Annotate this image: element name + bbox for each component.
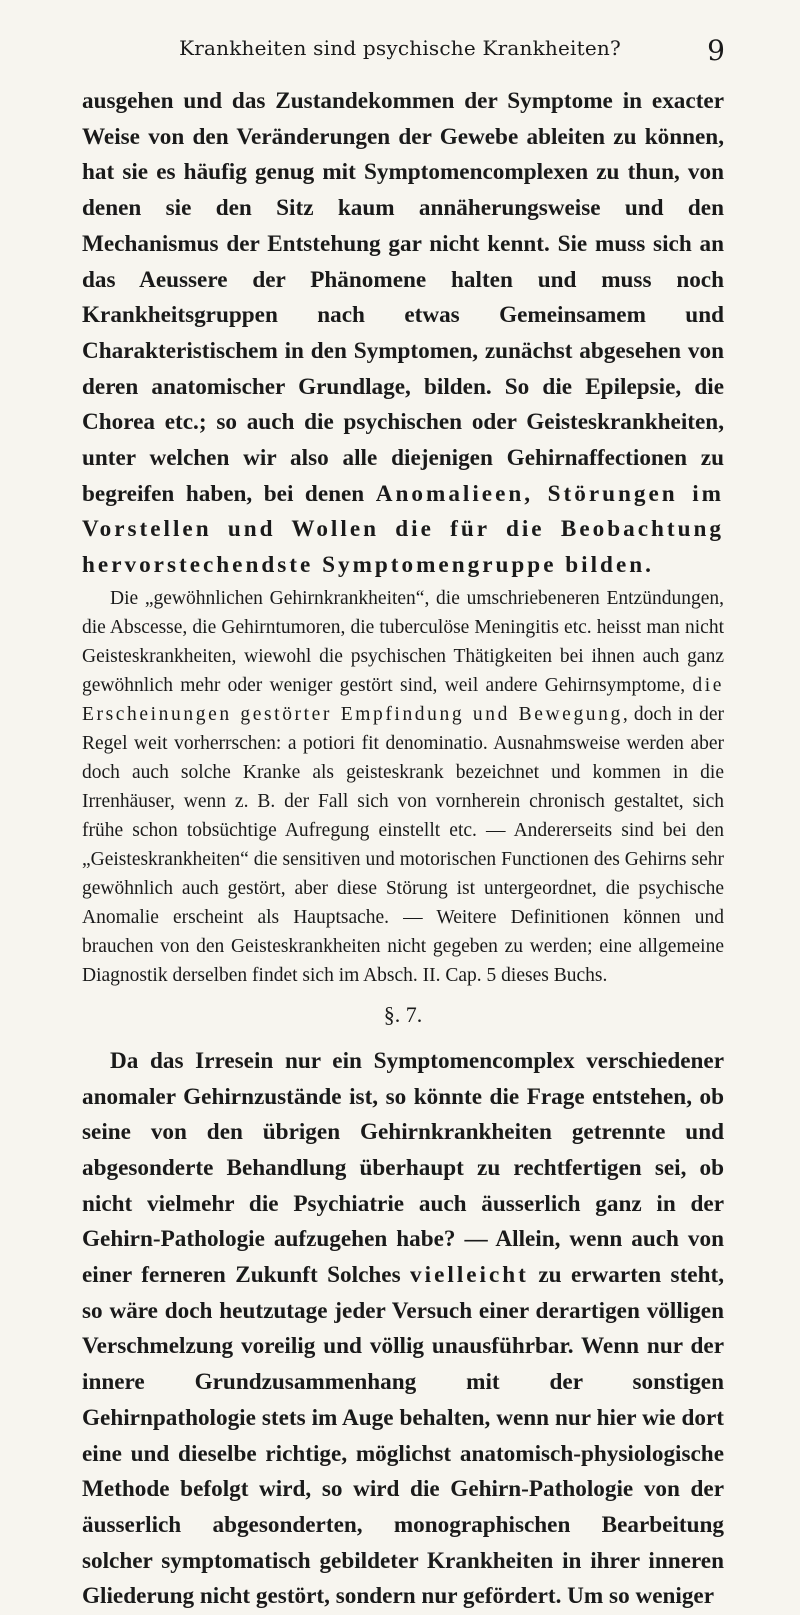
page-number: 9 bbox=[707, 34, 725, 67]
paragraph-2-emphasis: vielleicht bbox=[410, 1262, 529, 1289]
running-header bbox=[0, 36, 800, 76]
note-emphasis: die Erscheinungen gestörter Empfindung und Bewegung bbox=[82, 674, 724, 725]
paragraph-2-text-1: Da das Irresein nur ein Symptomencomplex verschiedener anomaler Gehirnzustände ist, so könnte die Frage entstehen, ob seine von den übrigen Gehirnkrankheiten getrennte und abgesonderte Behandlung überhaupt zu rechtfertigen sei, ob nicht vielmehr die Psychiatrie auch äusserlich ganz in der Gehirn-Pathologie aufzugehen habe? — Allein, wenn auch von einer ferneren Zukunft Solches bbox=[82, 1047, 724, 1289]
paragraph-1-emphasis: Anomalieen, Störungen im Vorstellen und Wollen die für die Beobachtung hervorstechendste Symptomengruppe bilden. bbox=[82, 480, 724, 579]
running-title: Krankheiten sind psychische Krankheiten? bbox=[179, 36, 621, 60]
paragraph-2-text-2: zu erwarten steht, so wäre doch heutzutage jeder Versuch einer derartigen völligen Verschmelzung voreilig und völlig unausführbar. Wenn nur der innere Grundzusammenhang mit der sonstigen Gehirnpathologie stets im Auge behalten, wenn nur hier wie dort eine und dieselbe richtige, möglichst anatomisch-physiologische Methode befolgt wird, so wird die Gehirn-Pathologie von der äusserlich abgesonderten, monographischen Bearbeitung solcher symptomatisch gebildeter Krankheiten in ihrer inneren Gliederung nicht gestört, sondern nur gefördert. Um so weniger bbox=[82, 1262, 724, 1610]
note-text-2: , doch in der Regel weit vorherrschen: a potiori fit denominatio. Ausnahmsweise werden aber doch auch solche Kranke als geisteskrank bezeichnet und kommen in die Irrenhäuser, wenn z. B. der Fall sich von vornherein chronisch gestaltet, sich frühe schon tobsüchtige Aufregung einstellt etc. — Andererseits sind bei den „Geisteskrankheiten“ die sensitiven und motorischen Functionen des Gehirns sehr gewöhnlich auch gestört, aber diese Störung ist untergeordnet, die psychische Anomalie erscheint als Hauptsache. — Weitere Definitionen können und brauchen von den Geisteskrankheiten nicht gegeben zu werden; eine allgemeine Diagnostik derselben findet sich im Absch. II. Cap. 5 dieses Buchs. bbox=[82, 703, 724, 986]
main-paragraph-2 bbox=[82, 1044, 724, 1615]
page-body bbox=[82, 84, 724, 1615]
note-text-1: Die „gewöhnlichen Gehirnkrankheiten“, die umschriebeneren Entzündungen, die Abscesse, die Gehirntumoren, die tuberculöse Meningitis etc. heisst man nicht Geisteskrankheiten, wiewohl die psychischen Thätigkeiten bei ihnen auch ganz gewöhnlich mehr oder weniger gestört sind, weil andere Gehirnsymptome, bbox=[82, 587, 724, 696]
main-paragraph-1 bbox=[82, 84, 724, 584]
note-paragraph bbox=[82, 584, 724, 990]
section-heading: §. 7. bbox=[383, 1001, 423, 1027]
paragraph-1-text: ausgehen und das Zustandekommen der Symptome in exacter Weise von den Veränderungen der Gewebe ableiten zu können, hat sie es häufig genug mit Symptomencomplexen zu thun, von denen sie den Sitz kaum annäherungsweise und den Mechanismus der Entstehung gar nicht kennt. Sie muss sich an das Aeussere der Phänomene halten und muss noch Krankheitsgruppen nach etwas Gemeinsamem und Charakteristischem in den Symptomen, zunächst abgesehen von deren anatomischer Grundlage, bilden. So die Epilepsie, die Chorea etc.; so auch die psychischen oder Geisteskrankheiten, unter welchen wir also alle diejenigen Gehirnaffectionen zu begreifen haben, bei denen bbox=[82, 88, 724, 507]
